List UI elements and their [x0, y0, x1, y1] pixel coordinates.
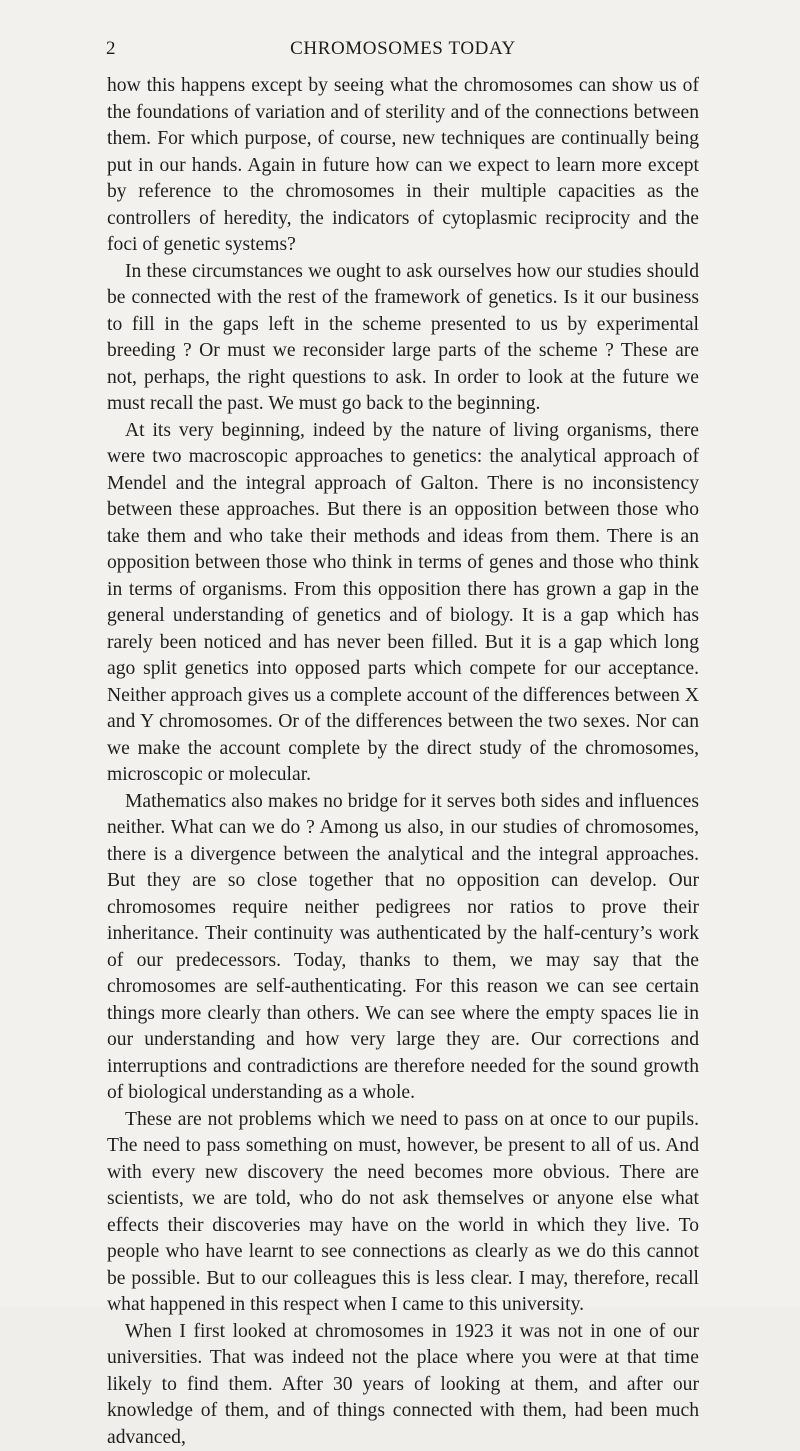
running-head	[107, 38, 699, 62]
body-text	[107, 73, 699, 1451]
paragraph: These are not problems which we need to pass on at once to our pupils. The need to pass something on must, however, be present to all of us. And with every new discovery the need becomes more obvious. There are scientists, we are told, who do not ask themselves or anyone else what effects their discoveries may have on the world in which they live. To people who have learnt to see connections as clearly as we do this cannot be possible. But to our colleagues this is less clear. I may, therefore, recall what happened in this respect when I came to this university.	[107, 1107, 699, 1319]
running-title: CHROMOSOMES TODAY	[107, 38, 699, 60]
paragraph: how this happens except by seeing what the chromosomes can show us of the foundations of variation and of sterility and of the connections between them. For which purpose, of course, new techniques are continually being put in our hands. Again in future how can we expect to learn more except by reference to the chromosomes in their multiple capacities as the controllers of heredity, the indicators of cytoplasmic reciprocity and the foci of genetic systems?	[107, 73, 699, 259]
page-number: 2	[106, 38, 116, 60]
paragraph: Mathematics also makes no bridge for it serves both sides and influences neither. What can we do ? Among us also, in our studies of chromosomes, there is a divergence between the analytical and the integral approaches. But they are so close together that no opposition can develop. Our chromosomes require neither pedigrees nor ratios to prove their inheritance. Their continuity was authenticated by the half-century’s work of our predecessors. Today, thanks to them, we may say that the chromosomes are self-authenticating. For this reason we can see certain things more clearly than others. We can see where the empty spaces lie in our understanding and how very large they are. Our corrections and interruptions and contradictions are therefore needed for the sound growth of biological understanding as a whole.	[107, 789, 699, 1107]
paragraph: At its very beginning, indeed by the nature of living organisms, there were two macroscopic approaches to genetics: the analytical approach of Mendel and the integral approach of Galton. There is no inconsistency between these approaches. But there is an opposition between those who take them and who take their methods and ideas from them. There is an opposition between those who think in terms of genes and those who think in terms of organisms. From this opposition there has grown a gap in the general understanding of genetics and of biology. It is a gap which has rarely been noticed and has never been filled. But it is a gap which long ago split genetics into opposed parts which compete for our acceptance. Neither approach gives us a complete account of the differences between X and Y chromosomes. Or of the differences between the two sexes. Nor can we make the account complete by the direct study of the chromosomes, microscopic or molecular.	[107, 418, 699, 789]
paragraph: When I first looked at chromosomes in 1923 it was not in one of our universities. That was indeed not the place where you were at that time likely to find them. After 30 years of looking at them, and after our knowledge of them, and of things connected with them, had been much advanced,	[107, 1319, 699, 1451]
paragraph: In these circumstances we ought to ask ourselves how our studies should be connected with the rest of the framework of genetics. Is it our business to fill in the gaps left in the scheme presented to us by experimental breeding ? Or must we reconsider large parts of the scheme ? These are not, perhaps, the right questions to ask. In order to look at the future we must recall the past. We must go back to the beginning.	[107, 259, 699, 418]
